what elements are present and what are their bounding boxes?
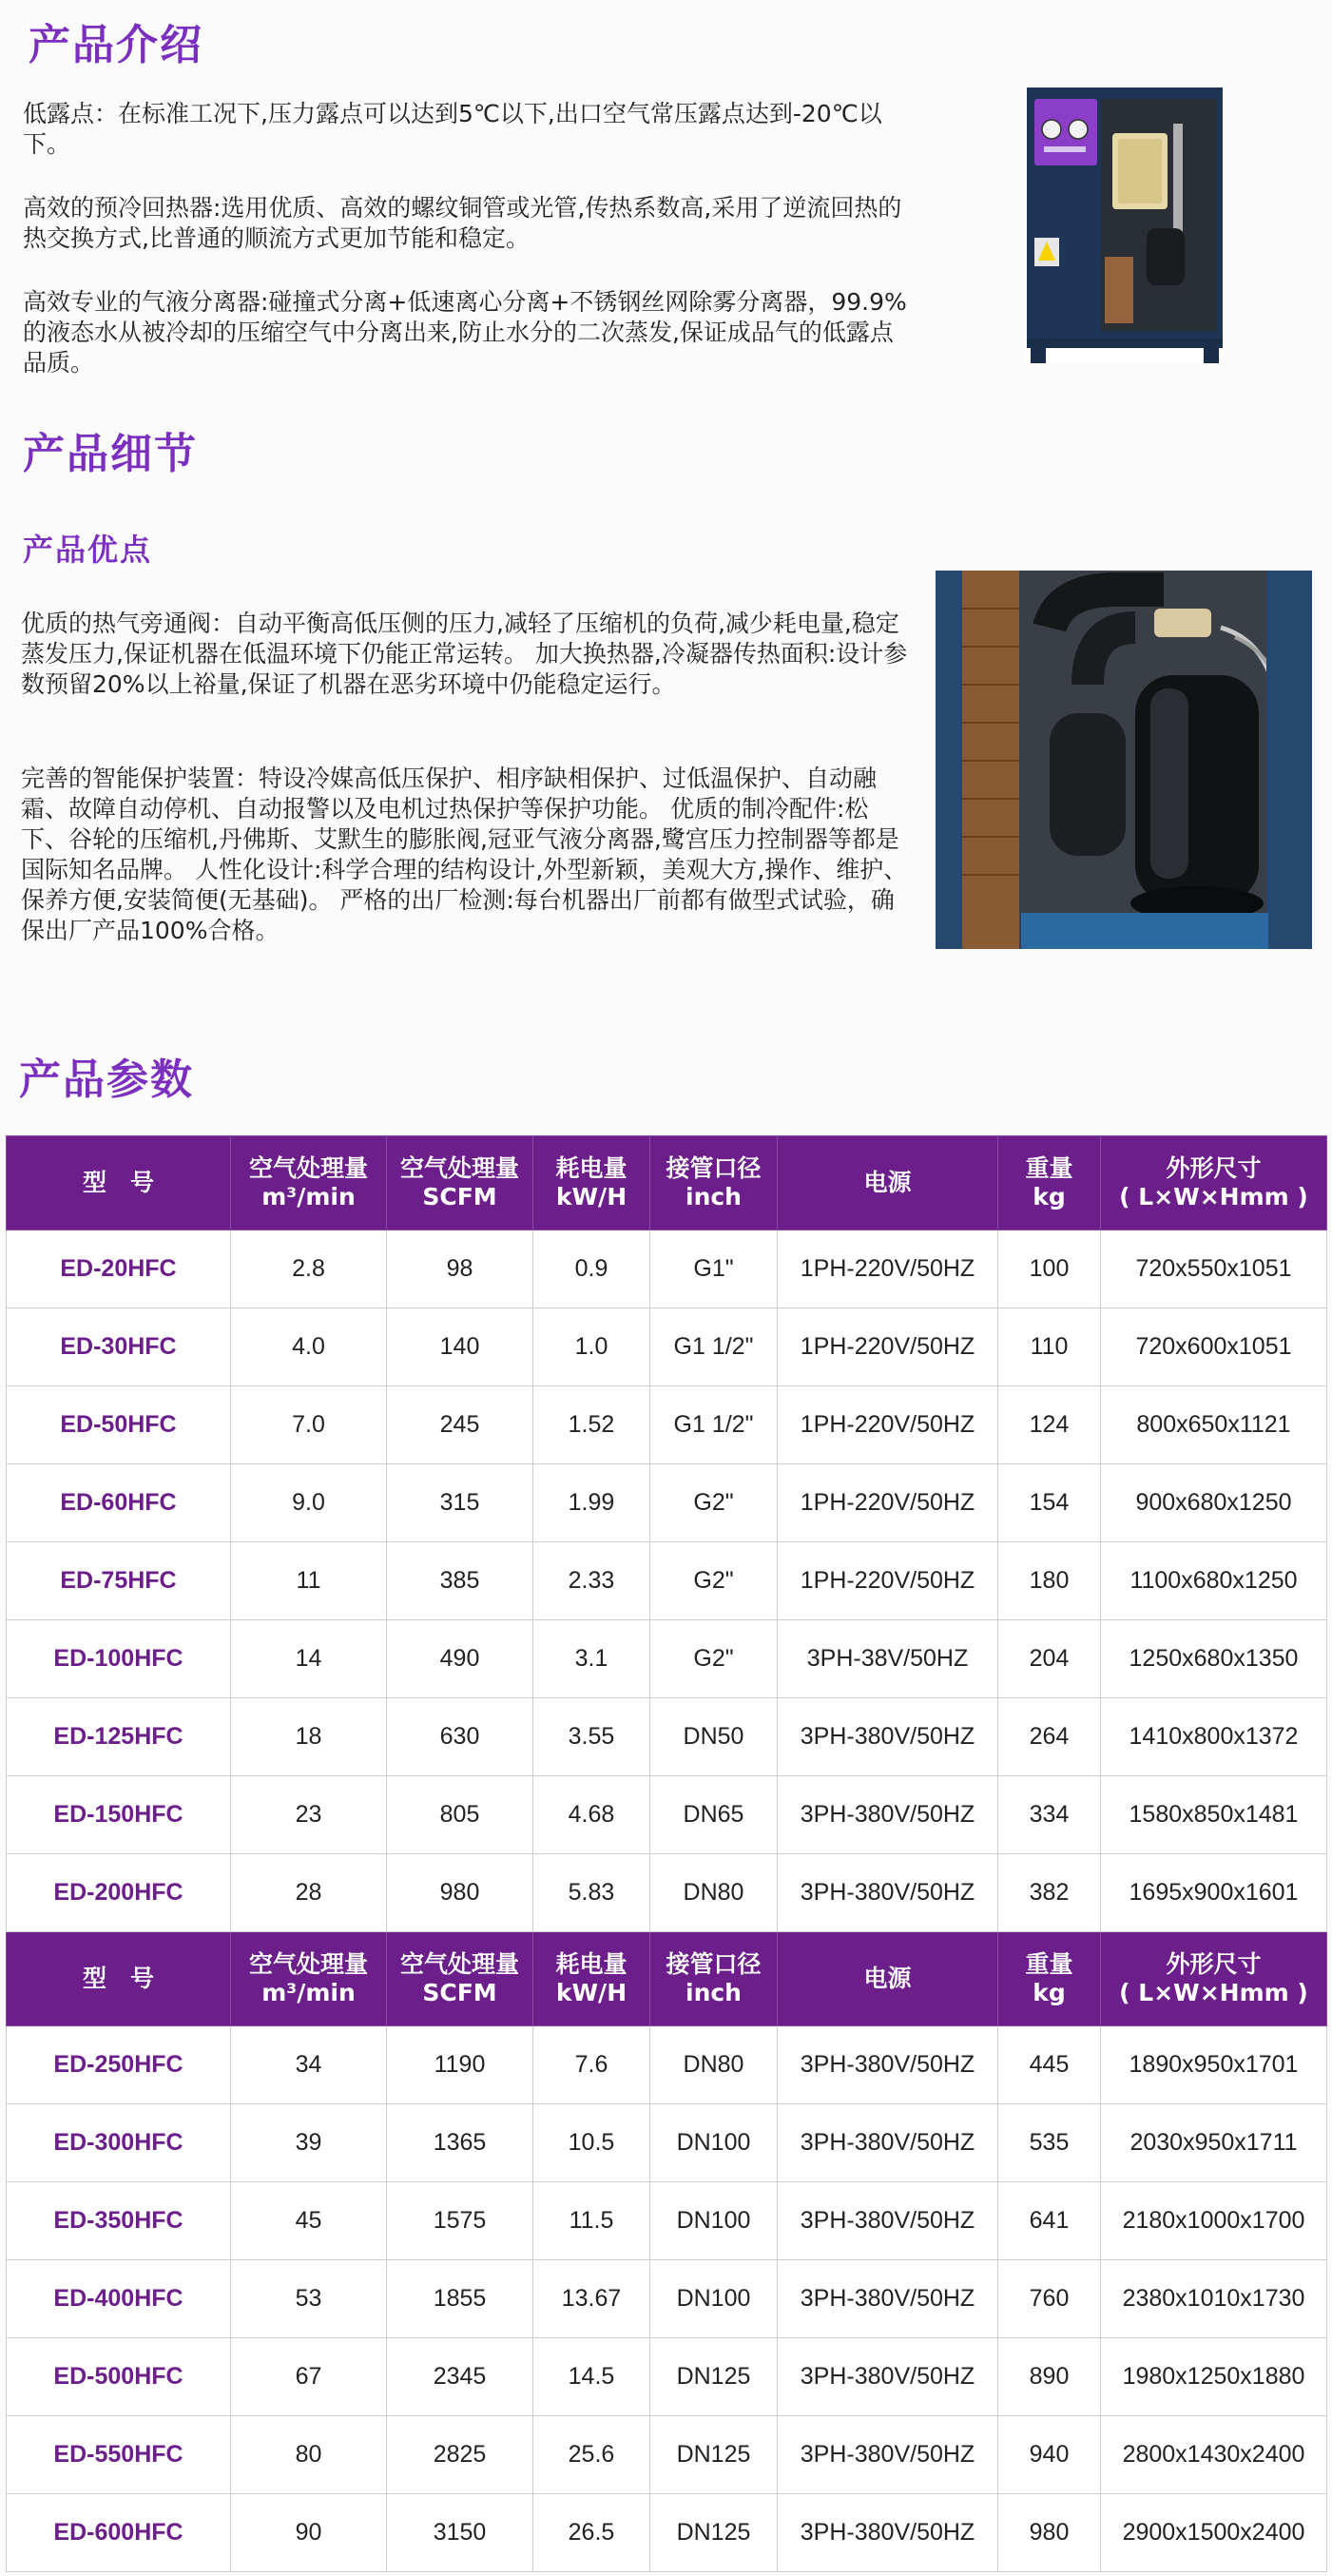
cell-flow-m3: 4.0 xyxy=(231,1308,387,1386)
cell-power-supply: 3PH-380V/50HZ xyxy=(778,2182,998,2260)
header-unit: SCFM xyxy=(422,1183,497,1211)
cell-flow-m3: 80 xyxy=(231,2416,387,2494)
cell-dimensions: 1580x850x1481 xyxy=(1101,1776,1327,1854)
header-label: 接管口径 xyxy=(666,1950,762,1978)
cell-dimensions: 2800x1430x2400 xyxy=(1101,2416,1327,2494)
cell-dimensions: 1695x900x1601 xyxy=(1101,1854,1327,1932)
table-row xyxy=(7,2026,1327,2104)
cell-flow-scfm: 385 xyxy=(387,1542,533,1620)
header-power xyxy=(533,1932,650,2026)
header-unit: kW/H xyxy=(555,1979,627,2006)
cell-power: 1.99 xyxy=(533,1464,650,1542)
cell-model: ED-60HFC xyxy=(7,1464,231,1542)
cell-pipe-size: DN80 xyxy=(650,1854,778,1932)
header-unit: SCFM xyxy=(422,1979,497,2006)
cell-flow-scfm: 2825 xyxy=(387,2416,533,2494)
cell-pipe-size: DN125 xyxy=(650,2494,778,2572)
cell-flow-scfm: 140 xyxy=(387,1308,533,1386)
cell-weight: 980 xyxy=(998,2494,1101,2572)
cell-power-supply: 3PH-380V/50HZ xyxy=(778,1854,998,1932)
header-power-supply xyxy=(778,1932,998,2026)
cell-model: ED-350HFC xyxy=(7,2182,231,2260)
cell-pipe-size: G2" xyxy=(650,1620,778,1698)
cell-pipe-size: DN100 xyxy=(650,2182,778,2260)
intro-paragraph: 低露点：在标准工况下,压力露点可以达到5℃以下,出口空气常压露点达到-20℃以下。 xyxy=(23,100,882,158)
cell-weight: 204 xyxy=(998,1620,1101,1698)
cell-weight: 180 xyxy=(998,1542,1101,1620)
cell-pipe-size: G1 1/2" xyxy=(650,1386,778,1464)
table-row xyxy=(7,1620,1327,1698)
detail-paragraph: 完善的智能保护装置：特设冷媒高低压保护、相序缺相保护、过低温保护、自动融霜、故障自动停机、自动报警以及电机过热保护等保护功能。 优质的制冷配件:松下、谷轮的压缩机,丹佛斯、艾默生的膨胀阀,冠亚气液分离器,鹭宫压力控制器等都是国际知名品牌。 人性化设计:科学合理的结构设计,外型新颖，美观大方,操作、维护、保养方便,安装简便(无基础)。 严格的出厂检测:每台机器出厂前都有做型式试验，确保出厂产品100%合格。 xyxy=(21,765,908,944)
cell-pipe-size: G1" xyxy=(650,1230,778,1308)
table-row xyxy=(7,2104,1327,2182)
cell-power: 2.33 xyxy=(533,1542,650,1620)
header-unit: ( L×W×Hmm ) xyxy=(1119,1979,1308,2006)
cell-dimensions: 800x650x1121 xyxy=(1101,1386,1327,1464)
header-flow-m3 xyxy=(231,1136,387,1230)
header-power-supply xyxy=(778,1136,998,1230)
cell-flow-m3: 7.0 xyxy=(231,1386,387,1464)
header-label: 电源 xyxy=(863,1169,912,1196)
cell-flow-m3: 90 xyxy=(231,2494,387,2572)
cell-power-supply: 1PH-220V/50HZ xyxy=(778,1464,998,1542)
cell-flow-scfm: 1855 xyxy=(387,2260,533,2338)
cell-flow-scfm: 980 xyxy=(387,1854,533,1932)
cell-power: 5.83 xyxy=(533,1854,650,1932)
header-dimensions xyxy=(1101,1932,1327,2026)
table-row xyxy=(7,1698,1327,1776)
cell-flow-m3: 45 xyxy=(231,2182,387,2260)
cell-power-supply: 1PH-220V/50HZ xyxy=(778,1542,998,1620)
cell-power-supply: 3PH-380V/50HZ xyxy=(778,2260,998,2338)
header-weight xyxy=(998,1932,1101,2026)
header-label: 型 号 xyxy=(82,1169,154,1196)
cell-power: 11.5 xyxy=(533,2182,650,2260)
cell-power-supply: 3PH-380V/50HZ xyxy=(778,1698,998,1776)
header-unit: inch xyxy=(685,1979,742,2006)
cell-power: 1.0 xyxy=(533,1308,650,1386)
cell-model: ED-600HFC xyxy=(7,2494,231,2572)
cell-power-supply: 3PH-380V/50HZ xyxy=(778,1776,998,1854)
cell-power: 3.1 xyxy=(533,1620,650,1698)
cell-pipe-size: DN100 xyxy=(650,2104,778,2182)
detail-paragraph: 优质的热气旁通阀：自动平衡高低压侧的压力,减轻了压缩机的负荷,减少耗电量,稳定蒸发压力,保证机器在低温环境下仍能正常运转。 加大换热器,冷凝器传热面积:设计参数预留20%以上裕量,保证了机器在恶劣环境中仍能稳定运行。 xyxy=(21,610,908,698)
cell-flow-scfm: 805 xyxy=(387,1776,533,1854)
table-header-row xyxy=(7,1136,1327,1230)
cell-model: ED-400HFC xyxy=(7,2260,231,2338)
intro-paragraph: 高效的预冷回热器:选用优质、高效的螺纹铜管或光管,传热系数高,采用了逆流回热的热交换方式,比普通的顺流方式更加节能和稳定。 xyxy=(23,194,902,252)
cell-model: ED-550HFC xyxy=(7,2416,231,2494)
cell-power-supply: 3PH-380V/50HZ xyxy=(778,2104,998,2182)
table-row xyxy=(7,1542,1327,1620)
cell-power-supply: 3PH-38V/50HZ xyxy=(778,1620,998,1698)
cell-model: ED-250HFC xyxy=(7,2026,231,2104)
table-row xyxy=(7,2182,1327,2260)
header-dimensions xyxy=(1101,1136,1327,1230)
header-label: 空气处理量 xyxy=(248,1950,368,1978)
cell-dimensions: 720x600x1051 xyxy=(1101,1308,1327,1386)
cell-model: ED-200HFC xyxy=(7,1854,231,1932)
cell-flow-scfm: 315 xyxy=(387,1464,533,1542)
cell-flow-m3: 34 xyxy=(231,2026,387,2104)
cell-power-supply: 1PH-220V/50HZ xyxy=(778,1308,998,1386)
cell-dimensions: 2180x1000x1700 xyxy=(1101,2182,1327,2260)
table-row xyxy=(7,1386,1327,1464)
header-flow-scfm xyxy=(387,1932,533,2026)
cell-flow-scfm: 245 xyxy=(387,1386,533,1464)
cell-dimensions: 1410x800x1372 xyxy=(1101,1698,1327,1776)
cell-model: ED-500HFC xyxy=(7,2338,231,2416)
cell-model: ED-300HFC xyxy=(7,2104,231,2182)
cell-pipe-size: DN125 xyxy=(650,2338,778,2416)
cell-dimensions: 2030x950x1711 xyxy=(1101,2104,1327,2182)
cell-pipe-size: DN80 xyxy=(650,2026,778,2104)
cell-pipe-size: DN50 xyxy=(650,1698,778,1776)
header-label: 重量 xyxy=(1025,1950,1073,1978)
cell-power-supply: 3PH-380V/50HZ xyxy=(778,2494,998,2572)
table-row xyxy=(7,1776,1327,1854)
detail-title: 产品细节 xyxy=(23,430,198,478)
header-label: 接管口径 xyxy=(666,1154,762,1182)
cell-weight: 154 xyxy=(998,1464,1101,1542)
cell-flow-m3: 14 xyxy=(231,1620,387,1698)
intro-paragraph: 高效专业的气液分离器:碰撞式分离+低速离心分离+不锈钢丝网除雾分离器，99.9%的液态水从被冷却的压缩空气中分离出来,防止水分的二次蒸发,保证成品气的低露点品质。 xyxy=(23,288,907,377)
cell-flow-scfm: 1575 xyxy=(387,2182,533,2260)
header-label: 空气处理量 xyxy=(399,1154,519,1182)
cell-power-supply: 1PH-220V/50HZ xyxy=(778,1386,998,1464)
cell-flow-m3: 2.8 xyxy=(231,1230,387,1308)
cell-flow-scfm: 3150 xyxy=(387,2494,533,2572)
header-pipe-size xyxy=(650,1932,778,2026)
cell-weight: 890 xyxy=(998,2338,1101,2416)
cell-flow-m3: 11 xyxy=(231,1542,387,1620)
cell-power: 3.55 xyxy=(533,1698,650,1776)
cell-weight: 760 xyxy=(998,2260,1101,2338)
table-row xyxy=(7,2260,1327,2338)
cell-weight: 124 xyxy=(998,1386,1101,1464)
header-label: 型 号 xyxy=(82,1965,154,1992)
cell-flow-m3: 9.0 xyxy=(231,1464,387,1542)
header-label: 外形尺寸 xyxy=(1166,1950,1262,1978)
cell-pipe-size: DN125 xyxy=(650,2416,778,2494)
cell-power: 25.6 xyxy=(533,2416,650,2494)
header-weight xyxy=(998,1136,1101,1230)
cell-power: 1.52 xyxy=(533,1386,650,1464)
cell-power: 10.5 xyxy=(533,2104,650,2182)
header-unit: kW/H xyxy=(555,1183,627,1211)
cell-power: 13.67 xyxy=(533,2260,650,2338)
header-flow-m3 xyxy=(231,1932,387,2026)
cell-weight: 100 xyxy=(998,1230,1101,1308)
table-header-row xyxy=(7,1932,1327,2026)
header-label: 电源 xyxy=(863,1965,912,1992)
cell-flow-m3: 28 xyxy=(231,1854,387,1932)
cell-dimensions: 1980x1250x1880 xyxy=(1101,2338,1327,2416)
header-unit: m³/min xyxy=(261,1979,356,2006)
cell-power-supply: 3PH-380V/50HZ xyxy=(778,2338,998,2416)
intro-title: 产品介绍 xyxy=(29,21,203,69)
compressor-detail-image xyxy=(936,571,1312,949)
cell-dimensions: 1890x950x1701 xyxy=(1101,2026,1327,2104)
header-power xyxy=(533,1136,650,1230)
cell-pipe-size: G2" xyxy=(650,1464,778,1542)
header-flow-scfm xyxy=(387,1136,533,1230)
cell-weight: 110 xyxy=(998,1308,1101,1386)
header-unit: kg xyxy=(1033,1183,1066,1211)
table-row xyxy=(7,2416,1327,2494)
cell-model: ED-20HFC xyxy=(7,1230,231,1308)
cell-model: ED-100HFC xyxy=(7,1620,231,1698)
cell-dimensions: 1250x680x1350 xyxy=(1101,1620,1327,1698)
cell-flow-scfm: 1365 xyxy=(387,2104,533,2182)
cell-pipe-size: DN65 xyxy=(650,1776,778,1854)
cell-power: 0.9 xyxy=(533,1230,650,1308)
spec-table xyxy=(6,1135,1327,2572)
cell-model: ED-150HFC xyxy=(7,1776,231,1854)
cell-dimensions: 900x680x1250 xyxy=(1101,1464,1327,1542)
cell-pipe-size: G2" xyxy=(650,1542,778,1620)
cell-power: 4.68 xyxy=(533,1776,650,1854)
cell-weight: 334 xyxy=(998,1776,1101,1854)
cell-weight: 445 xyxy=(998,2026,1101,2104)
dryer-product-image xyxy=(1025,86,1225,363)
cell-power: 26.5 xyxy=(533,2494,650,2572)
header-unit: kg xyxy=(1033,1979,1066,2006)
cell-flow-scfm: 1190 xyxy=(387,2026,533,2104)
cell-weight: 641 xyxy=(998,2182,1101,2260)
header-model xyxy=(7,1932,231,2026)
cell-dimensions: 2900x1500x2400 xyxy=(1101,2494,1327,2572)
header-label: 外形尺寸 xyxy=(1166,1154,1262,1182)
cell-pipe-size: G1 1/2" xyxy=(650,1308,778,1386)
cell-flow-scfm: 98 xyxy=(387,1230,533,1308)
table-row xyxy=(7,1464,1327,1542)
cell-power: 14.5 xyxy=(533,2338,650,2416)
cell-model: ED-75HFC xyxy=(7,1542,231,1620)
cell-weight: 940 xyxy=(998,2416,1101,2494)
cell-weight: 264 xyxy=(998,1698,1101,1776)
cell-flow-scfm: 2345 xyxy=(387,2338,533,2416)
cell-flow-m3: 23 xyxy=(231,1776,387,1854)
cell-power-supply: 1PH-220V/50HZ xyxy=(778,1230,998,1308)
header-label: 耗电量 xyxy=(555,1950,627,1978)
cell-flow-m3: 67 xyxy=(231,2338,387,2416)
cell-dimensions: 1100x680x1250 xyxy=(1101,1542,1327,1620)
header-unit: ( L×W×Hmm ) xyxy=(1119,1183,1308,1211)
cell-flow-m3: 18 xyxy=(231,1698,387,1776)
header-pipe-size xyxy=(650,1136,778,1230)
table-row xyxy=(7,1230,1327,1308)
cell-weight: 535 xyxy=(998,2104,1101,2182)
cell-weight: 382 xyxy=(998,1854,1101,1932)
header-model xyxy=(7,1136,231,1230)
cell-model: ED-125HFC xyxy=(7,1698,231,1776)
cell-flow-m3: 39 xyxy=(231,2104,387,2182)
cell-power-supply: 3PH-380V/50HZ xyxy=(778,2416,998,2494)
cell-flow-m3: 53 xyxy=(231,2260,387,2338)
header-unit: inch xyxy=(685,1183,742,1211)
table-row xyxy=(7,1308,1327,1386)
header-label: 空气处理量 xyxy=(248,1154,368,1182)
table-row xyxy=(7,2338,1327,2416)
params-title: 产品参数 xyxy=(19,1056,194,1104)
cell-power: 7.6 xyxy=(533,2026,650,2104)
detail-subtitle: 产品优点 xyxy=(23,532,153,568)
table-row xyxy=(7,1854,1327,1932)
cell-dimensions: 2380x1010x1730 xyxy=(1101,2260,1327,2338)
cell-model: ED-50HFC xyxy=(7,1386,231,1464)
cell-power-supply: 3PH-380V/50HZ xyxy=(778,2026,998,2104)
table-row xyxy=(7,2494,1327,2572)
header-unit: m³/min xyxy=(261,1183,356,1211)
cell-model: ED-30HFC xyxy=(7,1308,231,1386)
cell-flow-scfm: 490 xyxy=(387,1620,533,1698)
cell-dimensions: 720x550x1051 xyxy=(1101,1230,1327,1308)
header-label: 重量 xyxy=(1025,1154,1073,1182)
cell-pipe-size: DN100 xyxy=(650,2260,778,2338)
cell-flow-scfm: 630 xyxy=(387,1698,533,1776)
header-label: 空气处理量 xyxy=(399,1950,519,1978)
header-label: 耗电量 xyxy=(555,1154,627,1182)
